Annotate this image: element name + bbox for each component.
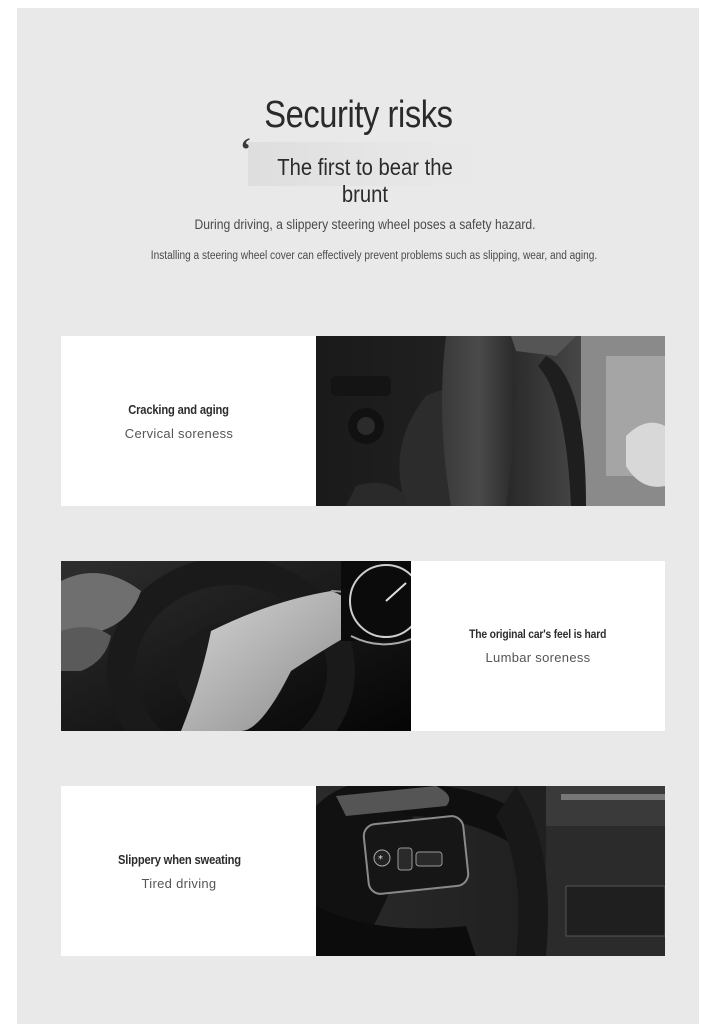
hands-on-steering-wheel-photo: [61, 561, 411, 731]
section-subtitle: The first to bear the brunt: [277, 154, 453, 207]
risk-card-1: [61, 336, 665, 506]
svg-text:*: *: [378, 854, 383, 865]
risk-card-1-text: [61, 336, 297, 506]
risk-card-subtitle: Cervical soreness: [124, 425, 234, 441]
risk-card-subtitle: Tired driving: [141, 875, 217, 891]
risk-card-2: [61, 561, 665, 731]
risk-card-subtitle: Lumbar soreness: [485, 650, 591, 665]
risk-card-3: [61, 786, 665, 956]
risk-card-title: Cracking and aging: [128, 401, 230, 417]
subtitle-block: [240, 132, 490, 207]
risk-card-2-text: [411, 561, 665, 731]
risk-card-title: Slippery when sweating: [117, 851, 241, 867]
steering-wheel-worn-leather-photo: [316, 336, 665, 506]
risk-card-3-text: [61, 786, 297, 956]
quote-mark: ‘: [240, 132, 252, 169]
section-title: Security risks: [264, 94, 453, 136]
description-line-1: During driving, a slippery steering wheel poses a safety hazard.: [194, 217, 536, 232]
description-line-2: Installing a steering wheel cover can effectively prevent problems such as slipping, wear, and aging.: [150, 250, 598, 262]
steering-wheel-buttons-photo: [316, 786, 665, 956]
risk-card-title: The original car's feel is hard: [469, 627, 607, 641]
